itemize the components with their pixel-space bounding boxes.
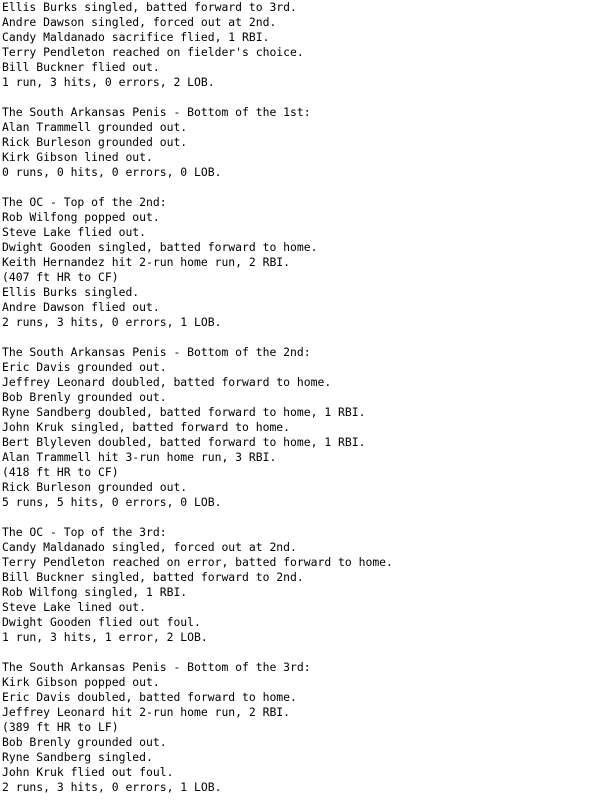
inning-header: The South Arkansas Penis - Bottom of the 1st: xyxy=(2,105,311,119)
inning-header: The OC - Top of the 3rd: xyxy=(2,525,167,539)
play-line: Jeffrey Leonard doubled, batted forward to home. xyxy=(2,375,332,389)
play-line: Dwight Gooden flied out foul. xyxy=(2,615,201,629)
home-run-distance: (418 ft HR to CF) xyxy=(2,465,119,479)
play-line: Rick Burleson grounded out. xyxy=(2,480,188,494)
play-line: Eric Davis grounded out. xyxy=(2,360,167,374)
play-line: Rob Wilfong singled, 1 RBI. xyxy=(2,585,188,599)
play-line: Andre Dawson singled, forced out at 2nd. xyxy=(2,15,277,29)
play-line: Kirk Gibson lined out. xyxy=(2,150,153,164)
play-line: Alan Trammell hit 3-run home run, 3 RBI. xyxy=(2,450,277,464)
play-line: Terry Pendleton reached on fielder's choice. xyxy=(2,45,304,59)
blank-line xyxy=(2,645,393,660)
play-line: Alan Trammell grounded out. xyxy=(2,120,188,134)
inning-header: The OC - Top of the 2nd: xyxy=(2,195,167,209)
play-line: Rob Wilfong popped out. xyxy=(2,210,160,224)
play-line: Rick Burleson grounded out. xyxy=(2,135,188,149)
inning-summary: 2 runs, 3 hits, 0 errors, 1 LOB. xyxy=(2,780,222,794)
inning-summary: 1 run, 3 hits, 0 errors, 2 LOB. xyxy=(2,75,215,89)
play-line: Kirk Gibson popped out. xyxy=(2,675,160,689)
play-line: Bill Buckner flied out. xyxy=(2,60,160,74)
play-line: John Kruk flied out foul. xyxy=(2,765,174,779)
inning-header: The South Arkansas Penis - Bottom of the 3rd: xyxy=(2,660,311,674)
play-line: Ryne Sandberg doubled, batted forward to home, 1 RBI. xyxy=(2,405,366,419)
play-line: Ellis Burks singled. xyxy=(2,285,140,299)
home-run-distance: (389 ft HR to LF) xyxy=(2,720,119,734)
play-line: Steve Lake flied out. xyxy=(2,225,147,239)
play-line: Steve Lake lined out. xyxy=(2,600,147,614)
inning-summary: 2 runs, 3 hits, 0 errors, 1 LOB. xyxy=(2,315,222,329)
blank-line xyxy=(2,510,393,525)
play-line: Ryne Sandberg singled. xyxy=(2,750,153,764)
play-line: Candy Maldanado singled, forced out at 2nd. xyxy=(2,540,297,554)
play-by-play-log xyxy=(2,0,393,795)
play-line: Eric Davis doubled, batted forward to home. xyxy=(2,690,297,704)
play-line: Bill Buckner singled, batted forward to 2nd. xyxy=(2,570,304,584)
inning-summary: 1 run, 3 hits, 1 error, 2 LOB. xyxy=(2,630,208,644)
play-line: Bob Brenly grounded out. xyxy=(2,735,167,749)
play-line: Ellis Burks singled, batted forward to 3rd. xyxy=(2,0,297,14)
inning-summary: 5 runs, 5 hits, 0 errors, 0 LOB. xyxy=(2,495,222,509)
play-line: Candy Maldanado sacrifice flied, 1 RBI. xyxy=(2,30,270,44)
play-line: Bert Blyleven doubled, batted forward to home, 1 RBI. xyxy=(2,435,366,449)
play-line: John Kruk singled, batted forward to home. xyxy=(2,420,291,434)
play-line: Dwight Gooden singled, batted forward to home. xyxy=(2,240,318,254)
home-run-distance: (407 ft HR to CF) xyxy=(2,270,119,284)
play-line: Bob Brenly grounded out. xyxy=(2,390,167,404)
play-line: Jeffrey Leonard hit 2-run home run, 2 RBI. xyxy=(2,705,291,719)
blank-line xyxy=(2,180,393,195)
blank-line xyxy=(2,90,393,105)
inning-summary: 0 runs, 0 hits, 0 errors, 0 LOB. xyxy=(2,165,222,179)
inning-header: The South Arkansas Penis - Bottom of the 2nd: xyxy=(2,345,311,359)
blank-line xyxy=(2,330,393,345)
play-line: Terry Pendleton reached on error, batted forward to home. xyxy=(2,555,393,569)
play-line: Keith Hernandez hit 2-run home run, 2 RBI. xyxy=(2,255,291,269)
play-line: Andre Dawson flied out. xyxy=(2,300,160,314)
